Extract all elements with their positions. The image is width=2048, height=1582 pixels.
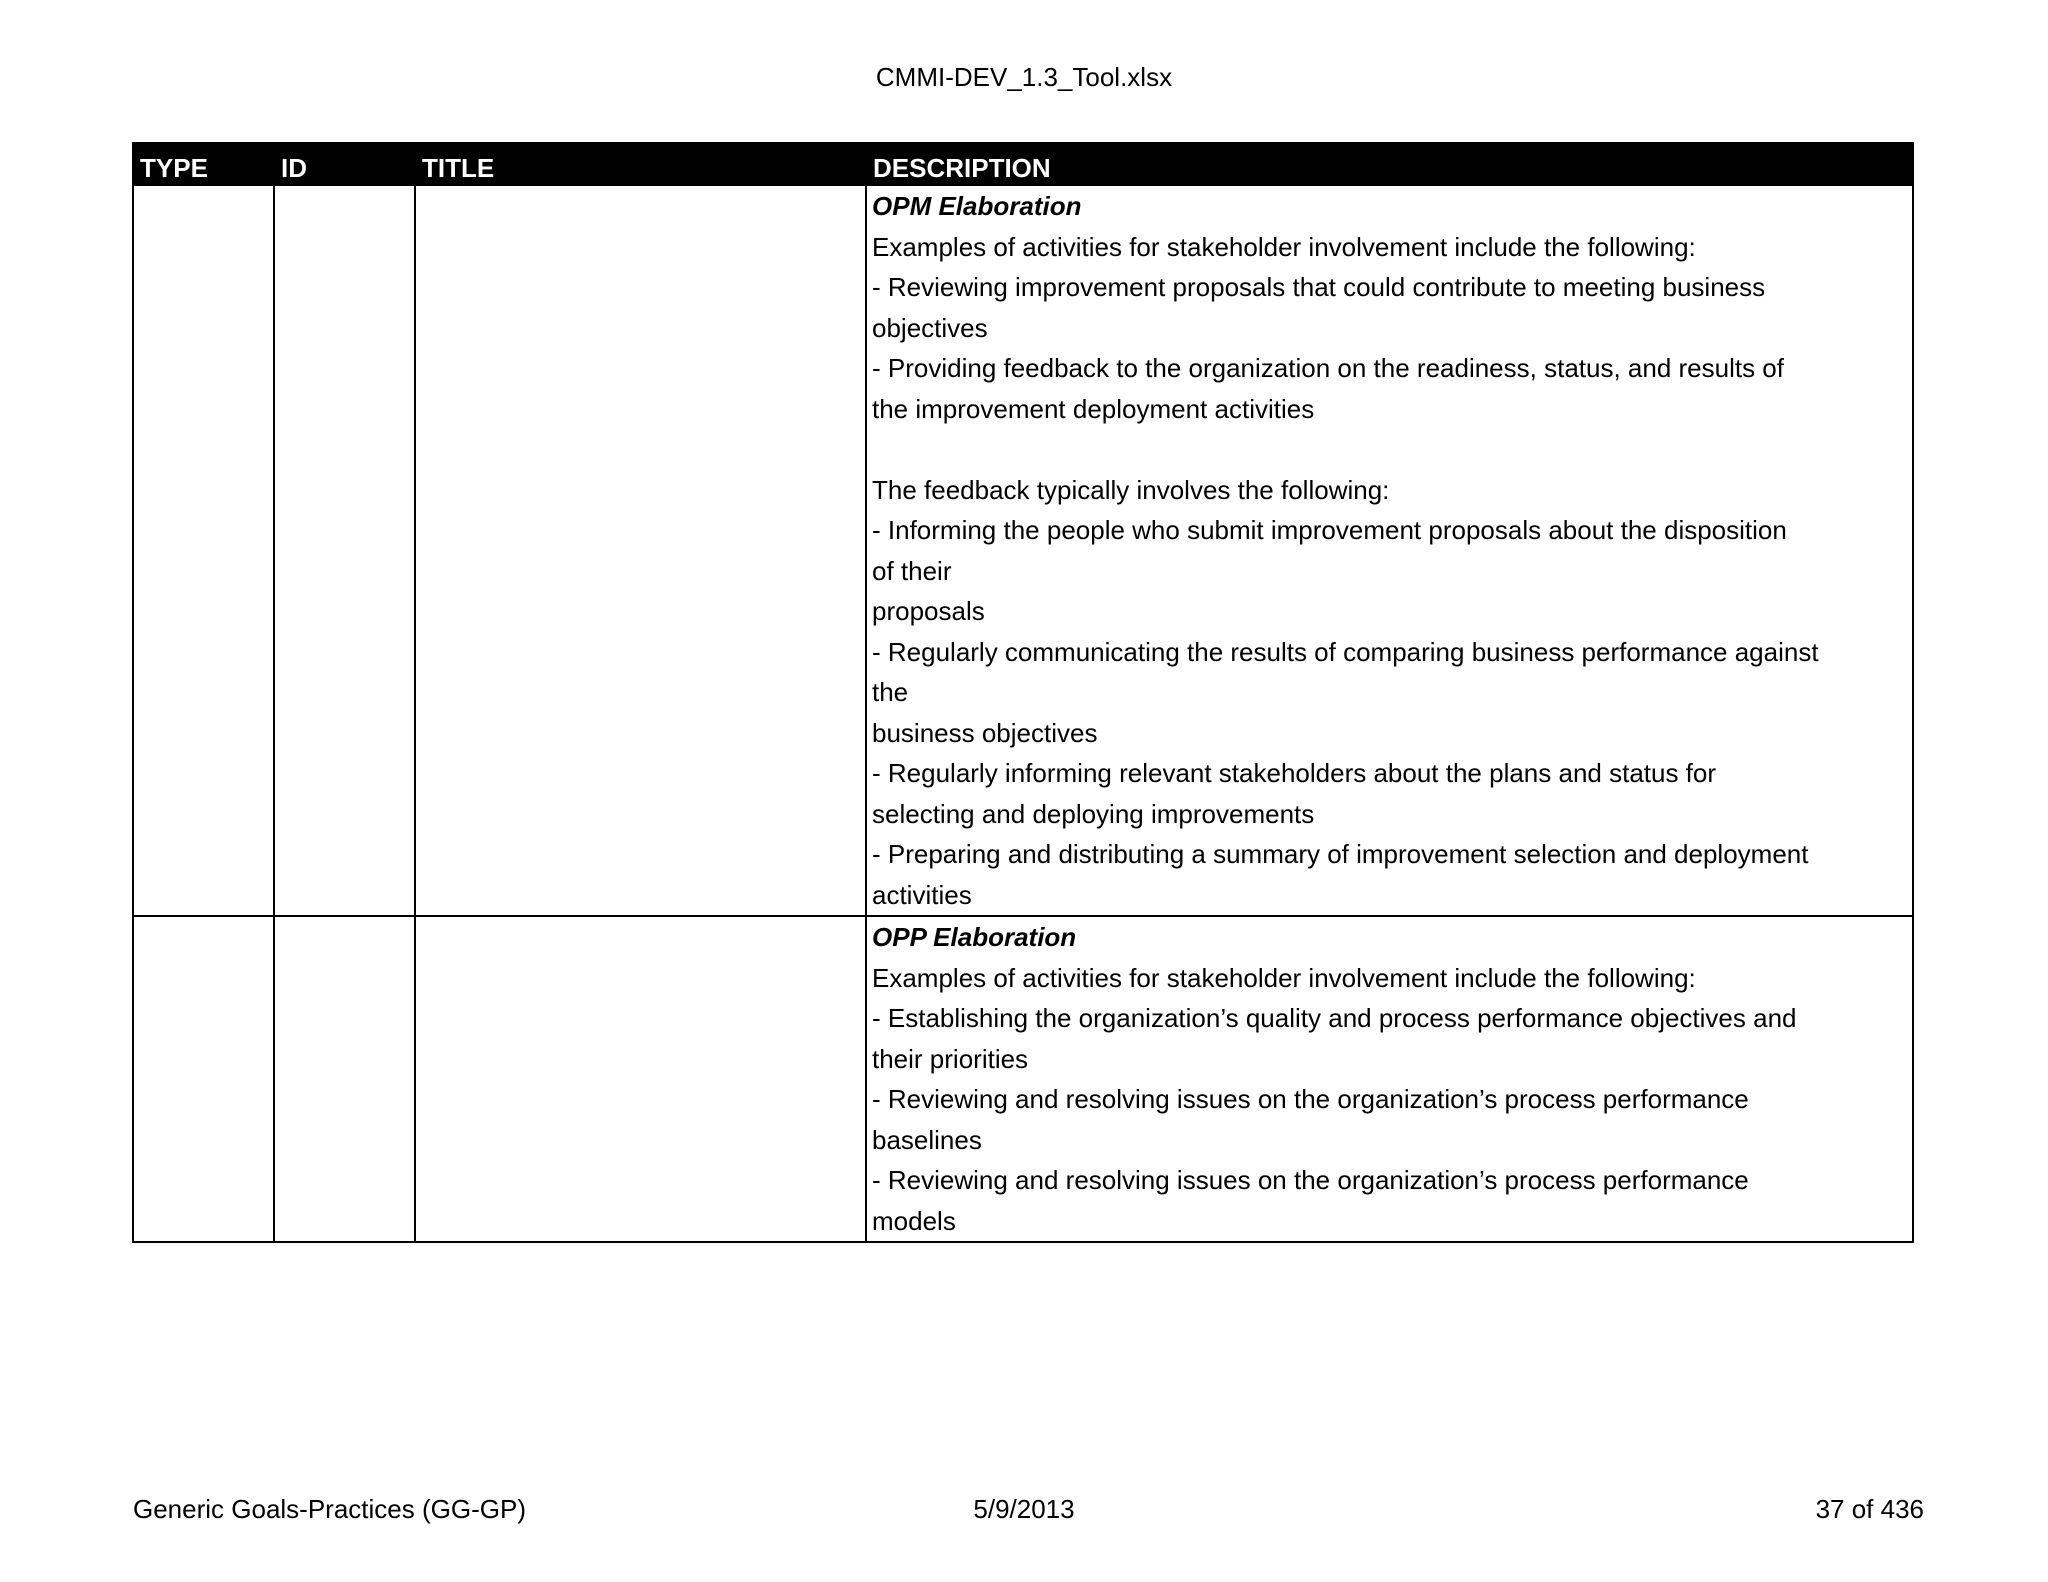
- description-line: [872, 429, 1912, 470]
- cell-description: [866, 185, 1913, 916]
- description-line: their priorities: [872, 1043, 1029, 1074]
- description-line: objectives: [872, 312, 988, 343]
- description-line: of their: [872, 555, 952, 586]
- column-header-description: DESCRIPTION: [866, 143, 1913, 185]
- description-line: The feedback typically involves the following:: [872, 474, 1390, 505]
- description-line: - Informing the people who submit improvement proposals about the disposition: [872, 515, 1787, 545]
- description-line: - Establishing the organization’s quality and process performance objectives and: [872, 1003, 1797, 1033]
- column-header-type: TYPE: [133, 143, 274, 185]
- page-header-filename: CMMI-DEV_1.3_Tool.xlsx: [875, 62, 1173, 92]
- table-row: [133, 185, 1913, 916]
- footer-date: 5/9/2013: [973, 1494, 1075, 1524]
- table-row: [133, 916, 1913, 1242]
- cell-description: [866, 916, 1913, 1242]
- column-header-title: TITLE: [415, 143, 866, 185]
- description-line: baselines: [872, 1124, 982, 1155]
- description-heading: OPP Elaboration: [872, 922, 1077, 952]
- description-line: - Preparing and distributing a summary of improvement selection and deployment: [872, 839, 1809, 869]
- description-line: business objectives: [872, 717, 1098, 748]
- description-line: proposals: [872, 596, 985, 626]
- cell-id: [274, 916, 415, 1242]
- description-line: Examples of activities for stakeholder involvement include the following:: [872, 962, 1696, 993]
- sheet-table: [132, 142, 1914, 1243]
- description-line: selecting and deploying improvements: [872, 798, 1315, 829]
- footer-section-name: Generic Goals-Practices (GG-GP): [133, 1494, 526, 1524]
- description-line: models: [872, 1205, 956, 1236]
- table-body: [133, 185, 1913, 1242]
- description-line: - Reviewing improvement proposals that could contribute to meeting business: [872, 272, 1766, 302]
- description-line: activities: [872, 879, 972, 910]
- description-line: - Reviewing and resolving issues on the organization’s process performance: [872, 1084, 1749, 1114]
- description-line: the improvement deployment activities: [872, 393, 1315, 424]
- description-line: - Regularly informing relevant stakeholders about the plans and status for: [872, 758, 1717, 788]
- cell-type: [133, 916, 274, 1242]
- description-line: - Regularly communicating the results of comparing business performance against: [872, 636, 1819, 667]
- column-header-id: ID: [274, 143, 415, 185]
- description-heading: OPM Elaboration: [872, 191, 1082, 221]
- cell-id: [274, 185, 415, 916]
- description-line: - Providing feedback to the organization on the readiness, status, and results of: [872, 353, 1784, 383]
- footer-page-number: 37 of 436: [1815, 1494, 1924, 1524]
- cell-title: [415, 185, 866, 916]
- cell-title: [415, 916, 866, 1242]
- table-header-row: [133, 143, 1913, 185]
- description-line: - Reviewing and resolving issues on the organization’s process performance: [872, 1165, 1749, 1195]
- cell-type: [133, 185, 274, 916]
- description-line: Examples of activities for stakeholder involvement include the following:: [872, 231, 1696, 262]
- description-line: the: [872, 677, 909, 707]
